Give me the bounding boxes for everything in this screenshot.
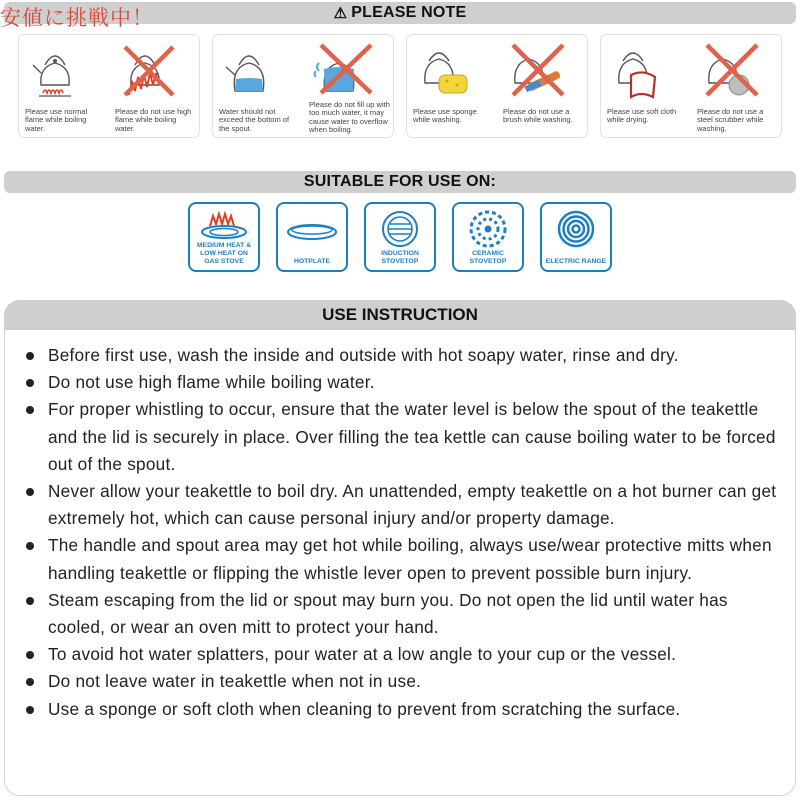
note-do xyxy=(213,35,303,137)
note-dont xyxy=(691,35,781,137)
bullet-icon xyxy=(26,597,34,605)
bullet-icon xyxy=(26,706,34,714)
induction-icon xyxy=(372,210,428,250)
note-caption: Please use sponge while washing. xyxy=(413,107,477,125)
note-dont xyxy=(303,35,393,137)
bullet-icon xyxy=(26,352,34,360)
warning-triangle-icon: ⚠ xyxy=(333,5,348,22)
bullet-icon xyxy=(26,651,34,659)
note-caption: Please use normal flame while boiling water. xyxy=(25,107,88,133)
sponge-icon xyxy=(415,41,485,105)
list-item: For proper whistling to occur, ensure that the water level is below the spout of the teakettle and the lid is securely in place. Over filling the tea kettle can cause boiling water to be forced out of the spout. xyxy=(24,396,784,478)
kettle-low-flame-icon xyxy=(27,41,97,105)
please-note-title: PLEASE NOTE xyxy=(351,4,467,21)
bullet-icon xyxy=(26,542,34,550)
instruction-list xyxy=(24,342,784,723)
suitable-header xyxy=(4,171,796,193)
bullet-icon xyxy=(26,678,34,686)
bullet-icon xyxy=(26,406,34,414)
list-item: Never allow your teakettle to boil dry. An unattended, empty teakettle on a hot burner can get extremely hot, which can cause personal injury and/or property damage. xyxy=(24,478,784,532)
price-banner: 安値に挑戦中！ xyxy=(0,6,154,30)
note-caption: Please do not use high flame while boiling water. xyxy=(115,107,192,133)
cooktop-gas-stove xyxy=(188,202,260,272)
note-dont xyxy=(497,35,587,137)
cooktop-induction xyxy=(364,202,436,272)
list-item: Do not leave water in teakettle when not in use. xyxy=(24,668,784,695)
cooktop-label: HOTPLATE xyxy=(293,258,331,265)
list-item: Use a sponge or soft cloth when cleaning to prevent from scratching the surface. xyxy=(24,696,784,723)
note-caption: Please use soft cloth while drying. xyxy=(607,107,677,125)
note-card-water-level xyxy=(212,34,394,138)
electric-coil-icon xyxy=(548,210,604,250)
kettle-overflow-icon xyxy=(311,41,381,105)
note-caption: Please do not use a brush while washing. xyxy=(503,107,573,125)
list-item: Do not use high flame while boiling water. xyxy=(24,369,784,396)
list-item: Steam escaping from the lid or spout may burn you. Do not open the lid until water has cooled, or wear an oven mitt to protect your hand. xyxy=(24,587,784,641)
cooktop-label: CERAMIC STOVETOP xyxy=(469,250,507,265)
instruction-title: USE INSTRUCTION xyxy=(322,305,478,324)
gas-stove-icon xyxy=(196,210,252,246)
cooktop-ceramic xyxy=(452,202,524,272)
brush-icon xyxy=(505,41,575,105)
list-item: Before first use, wash the inside and outside with hot soapy water, rinse and dry. xyxy=(24,342,784,369)
note-do xyxy=(19,35,109,137)
note-do xyxy=(407,35,497,137)
note-do xyxy=(601,35,691,137)
cooktop-label: MEDIUM HEAT & LOW HEAT ON GAS STOVE xyxy=(196,242,252,265)
note-card-flame xyxy=(18,34,200,138)
instruction-header xyxy=(4,300,796,330)
cooktop-label: INDUCTION STOVETOP xyxy=(381,250,419,265)
cooktop-hotplate xyxy=(276,202,348,272)
bullet-icon xyxy=(26,488,34,496)
list-item: To avoid hot water splatters, pour water at a low angle to your cup or the vessel. xyxy=(24,641,784,668)
note-card-drying xyxy=(600,34,782,138)
please-note-cards xyxy=(18,34,782,140)
note-caption: Please do not fill up with too much water, it may cause water to overflow when boiling. xyxy=(309,100,390,135)
kettle-water-level-icon xyxy=(221,41,291,105)
cooktop-label: ELECTRIC RANGE xyxy=(545,258,607,265)
kettle-high-flame-icon xyxy=(117,41,187,105)
cooktop-electric xyxy=(540,202,612,272)
bullet-icon xyxy=(26,379,34,387)
suitable-title: SUITABLE FOR USE ON: xyxy=(303,173,497,190)
list-item: The handle and spout area may get hot while boiling, always use/wear protective mitts when handling teakettle or flipping the whistle lever open to prevent possible burn injury. xyxy=(24,532,784,586)
note-caption: Water should not exceed the bottom of the spout. xyxy=(219,107,290,133)
cloth-icon xyxy=(609,41,679,105)
hotplate-icon xyxy=(284,210,340,246)
ceramic-icon xyxy=(460,210,516,250)
note-caption: Please do not use a steel scrubber while washing. xyxy=(697,107,764,133)
note-dont xyxy=(109,35,199,137)
note-card-washing xyxy=(406,34,588,138)
steel-scrubber-icon xyxy=(699,41,769,105)
suitable-cooktops xyxy=(188,202,612,276)
